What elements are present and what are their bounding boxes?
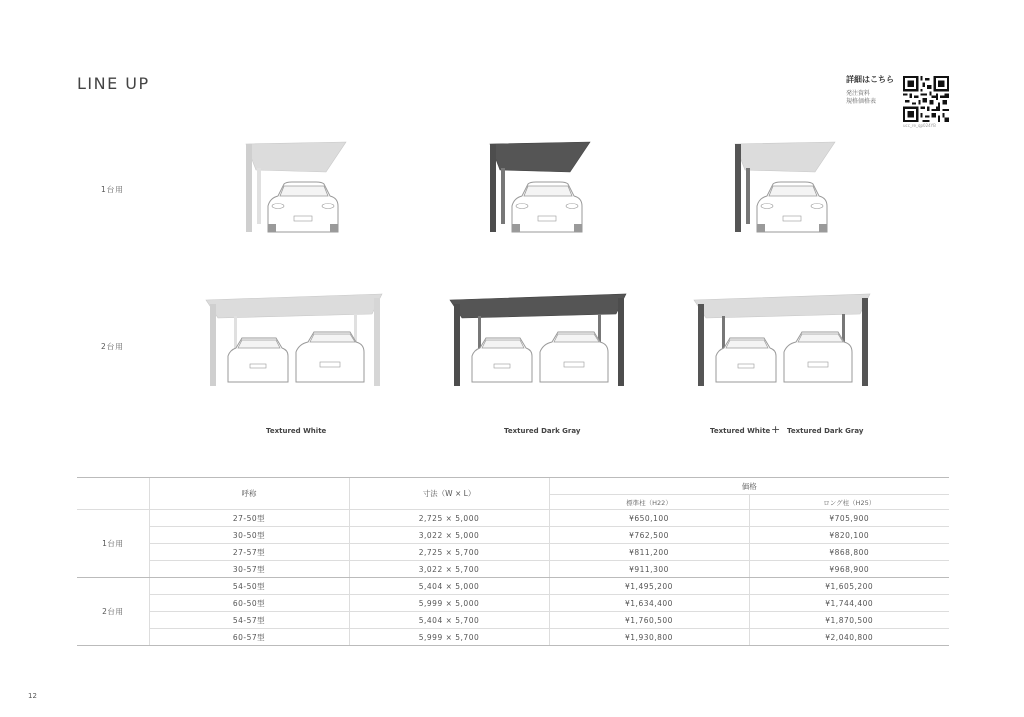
row-label-single: 1台用 [101,185,124,194]
carport-single-combo-image [729,140,839,236]
cell-name: 54-57型 [149,612,349,629]
qr-subtitle-order: 発注資料 [846,90,871,97]
cell-price-std: ¥650,100 [549,510,749,527]
cell-size: 2,725 × 5,700 [349,544,549,561]
cell-price-long: ¥705,900 [749,510,949,527]
qr-code-icon[interactable] [903,76,949,122]
cell-price-std: ¥1,930,800 [549,629,749,646]
cell-price-long: ¥868,800 [749,544,949,561]
header-size: 寸法（W × L） [349,478,549,510]
color-label-combo-white: Textured White [710,427,771,435]
cell-price-long: ¥968,900 [749,561,949,578]
cell-name: 54-50型 [149,578,349,595]
header-long-post: ロング柱（H25） [749,495,949,510]
cell-price-long: ¥820,100 [749,527,949,544]
carport-double-gray-image [448,292,630,388]
cell-name: 30-57型 [149,561,349,578]
header-price: 価格 [549,478,949,495]
qr-caption: ucc_re_qp024YB [903,123,936,128]
qr-info-block [846,74,956,134]
row-label-double: 2台用 [101,342,124,351]
page-title: LINE UP [77,74,150,93]
cell-size: 5,404 × 5,000 [349,578,549,595]
group-label-single: 1台用 [77,510,149,578]
header-empty [77,478,149,510]
cell-size: 2,725 × 5,000 [349,510,549,527]
cell-price-long: ¥1,870,500 [749,612,949,629]
color-label-gray: Textured Dark Gray [504,427,581,435]
cell-price-std: ¥1,495,200 [549,578,749,595]
cell-name: 27-57型 [149,544,349,561]
cell-name: 60-57型 [149,629,349,646]
cell-size: 5,404 × 5,700 [349,612,549,629]
cell-price-std: ¥911,300 [549,561,749,578]
qr-subtitle-price: 規格価格表 [846,98,877,105]
plus-icon: + [771,423,781,436]
carport-single-gray-image [484,140,594,236]
carport-double-white-image [204,292,386,388]
group-label-double: 2台用 [77,578,149,646]
carport-single-white-image [240,140,350,236]
cell-name: 30-50型 [149,527,349,544]
page-number: 12 [28,692,37,700]
color-label-white: Textured White [266,427,327,435]
cell-size: 3,022 × 5,000 [349,527,549,544]
cell-price-std: ¥762,500 [549,527,749,544]
qr-heading: 詳細はこちら [846,75,894,84]
cell-price-long: ¥2,040,800 [749,629,949,646]
cell-name: 27-50型 [149,510,349,527]
cell-price-long: ¥1,744,400 [749,595,949,612]
color-label-combo-gray: Textured Dark Gray [787,427,864,435]
carport-double-combo-image [692,292,874,388]
cell-price-long: ¥1,605,200 [749,578,949,595]
cell-price-std: ¥811,200 [549,544,749,561]
cell-size: 3,022 × 5,700 [349,561,549,578]
header-name: 呼称 [149,478,349,510]
header-standard-post: 標準柱（H22） [549,495,749,510]
cell-price-std: ¥1,760,500 [549,612,749,629]
spec-table [77,477,949,646]
cell-name: 60-50型 [149,595,349,612]
cell-size: 5,999 × 5,700 [349,629,549,646]
cell-size: 5,999 × 5,000 [349,595,549,612]
cell-price-std: ¥1,634,400 [549,595,749,612]
